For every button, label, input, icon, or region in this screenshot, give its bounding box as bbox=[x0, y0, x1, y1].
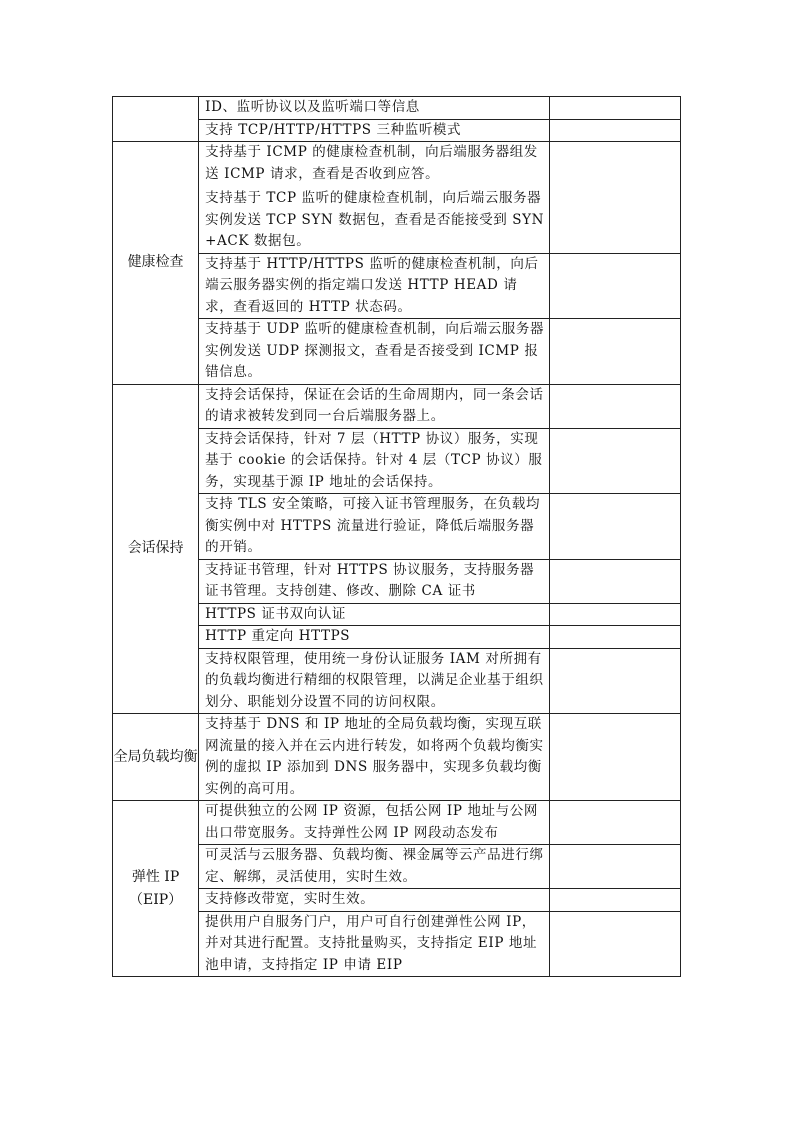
response-cell bbox=[549, 319, 680, 385]
requirement-text: 支持基于 DNS 和 IP 地址的全局负载均衡，实现互联网流量的接入并在云内进行转发，如将两个负载均衡实例的虚拟 IP 添加到 DNS 服务器中，实现多负载均衡实例的高可用。 bbox=[205, 716, 544, 797]
requirement-text: 支持基于 TCP 监听的健康检查机制，向后端云服务器实例发送 TCP SYN 数据包，查看是否能接受到 SYN+ACK 数据包。 bbox=[205, 190, 545, 249]
table-row bbox=[113, 845, 681, 889]
requirement-cell bbox=[199, 889, 550, 912]
table-row bbox=[113, 626, 681, 649]
response-cell bbox=[549, 142, 680, 254]
requirement-text: HTTP 重定向 HTTPS bbox=[205, 628, 351, 644]
requirement-cell bbox=[199, 97, 550, 120]
requirement-cell bbox=[199, 626, 550, 649]
table-row bbox=[113, 648, 681, 714]
category-cell: 弹性 IP（EIP） bbox=[113, 801, 199, 977]
table-row bbox=[113, 428, 681, 494]
requirement-text: 可灵活与云服务器、负载均衡、裸金属等云产品进行绑定、解绑，灵活使用，实时生效。 bbox=[205, 847, 544, 885]
table-row bbox=[113, 142, 681, 254]
response-cell bbox=[549, 97, 680, 120]
spec-table-body bbox=[113, 97, 681, 977]
requirement-cell bbox=[199, 253, 550, 319]
table-row bbox=[113, 319, 681, 385]
requirement-cell bbox=[199, 648, 550, 714]
response-cell bbox=[549, 494, 680, 560]
requirement-text: 支持修改带宽，实时生效。 bbox=[205, 891, 375, 907]
table-row bbox=[113, 911, 681, 977]
requirement-text: 支持会话保持，针对 7 层（HTTP 协议）服务，实现基于 cookie 的会话保持。针对 4 层（TCP 协议）服务，实现基于源 IP 地址的会话保持。 bbox=[205, 430, 543, 490]
response-cell bbox=[549, 889, 680, 912]
requirement-cell bbox=[199, 801, 550, 845]
requirement-text: 支持基于 UDP 监听的健康检查机制，向后端云服务器实例发送 UDP 探测报文，查看是否接受到 ICMP 报错信息。 bbox=[205, 321, 545, 380]
category-cell: 健康检查 bbox=[113, 142, 199, 385]
response-cell bbox=[549, 648, 680, 714]
requirement-text: 支持基于 ICMP 的健康检查机制，向后端服务器组发送 ICMP 请求，查看是否收到应答。 bbox=[205, 144, 538, 182]
table-row bbox=[113, 253, 681, 319]
table-row bbox=[113, 801, 681, 845]
requirement-cell bbox=[199, 494, 550, 560]
table-row bbox=[113, 494, 681, 560]
response-cell bbox=[549, 603, 680, 626]
requirement-cell bbox=[199, 603, 550, 626]
requirement-text: 支持会话保持，保证在会话的生命周期内，同一条会话的请求被转发到同一台后端服务器上。 bbox=[205, 386, 544, 424]
response-cell bbox=[549, 714, 680, 801]
requirement-text: ID、监听协议以及监听端口等信息 bbox=[205, 99, 420, 115]
table-row bbox=[113, 119, 681, 142]
requirement-text: 支持 TLS 安全策略，可接入证书管理服务，在负载均衡实例中对 HTTPS 流量进行验证，降低后端服务器的开销。 bbox=[205, 496, 541, 555]
requirement-text: 支持 TCP/HTTP/HTTPS 三种监听模式 bbox=[205, 121, 462, 138]
response-cell bbox=[549, 801, 680, 845]
table-row bbox=[113, 714, 681, 801]
requirement-cell bbox=[199, 119, 550, 142]
response-cell bbox=[549, 428, 680, 494]
requirement-cell bbox=[199, 142, 550, 254]
requirement-text: 支持证书管理，针对 HTTPS 协议服务，支持服务器证书管理。支持创建、修改、删除 CA 证书 bbox=[205, 561, 535, 599]
requirement-cell bbox=[199, 911, 550, 977]
requirement-text: 可提供独立的公网 IP 资源，包括公网 IP 地址与公网出口带宽服务。支持弹性公网 IP 网段动态发布 bbox=[205, 803, 538, 841]
table-row bbox=[113, 889, 681, 912]
response-cell bbox=[549, 119, 680, 142]
category-cell bbox=[113, 97, 199, 142]
response-cell bbox=[549, 384, 680, 428]
requirement-cell bbox=[199, 559, 550, 603]
response-cell bbox=[549, 253, 680, 319]
requirement-cell bbox=[199, 845, 550, 889]
response-cell bbox=[549, 559, 680, 603]
response-cell bbox=[549, 845, 680, 889]
requirement-text: HTTPS 证书双向认证 bbox=[205, 605, 346, 622]
table-row bbox=[113, 603, 681, 626]
spec-table bbox=[112, 96, 681, 977]
category-cell: 会话保持 bbox=[113, 384, 199, 714]
requirement-text: 支持权限管理，使用统一身份认证服务 IAM 对所拥有的负载均衡进行精细的权限管理，以满足企业基于组织划分、职能划分设置不同的访问权限。 bbox=[205, 650, 544, 710]
category-cell: 全局负载均衡 bbox=[113, 714, 199, 801]
requirement-cell bbox=[199, 714, 550, 801]
table-row bbox=[113, 559, 681, 603]
requirement-cell bbox=[199, 384, 550, 428]
requirement-text: 支持基于 HTTP/HTTPS 监听的健康检查机制，向后端云服务器实例的指定端口发送 HTTP HEAD 请求，查看返回的 HTTP 状态码。 bbox=[205, 255, 539, 315]
response-cell bbox=[549, 911, 680, 977]
table-row bbox=[113, 384, 681, 428]
requirement-cell bbox=[199, 319, 550, 385]
requirement-text: 提供用户自服务门户，用户可自行创建弹性公网 IP，并对其进行配置。支持批量购买，支持指定 EIP 地址池申请，支持指定 IP 申请 EIP bbox=[205, 913, 538, 973]
table-row bbox=[113, 97, 681, 120]
requirement-cell bbox=[199, 428, 550, 494]
response-cell bbox=[549, 626, 680, 649]
